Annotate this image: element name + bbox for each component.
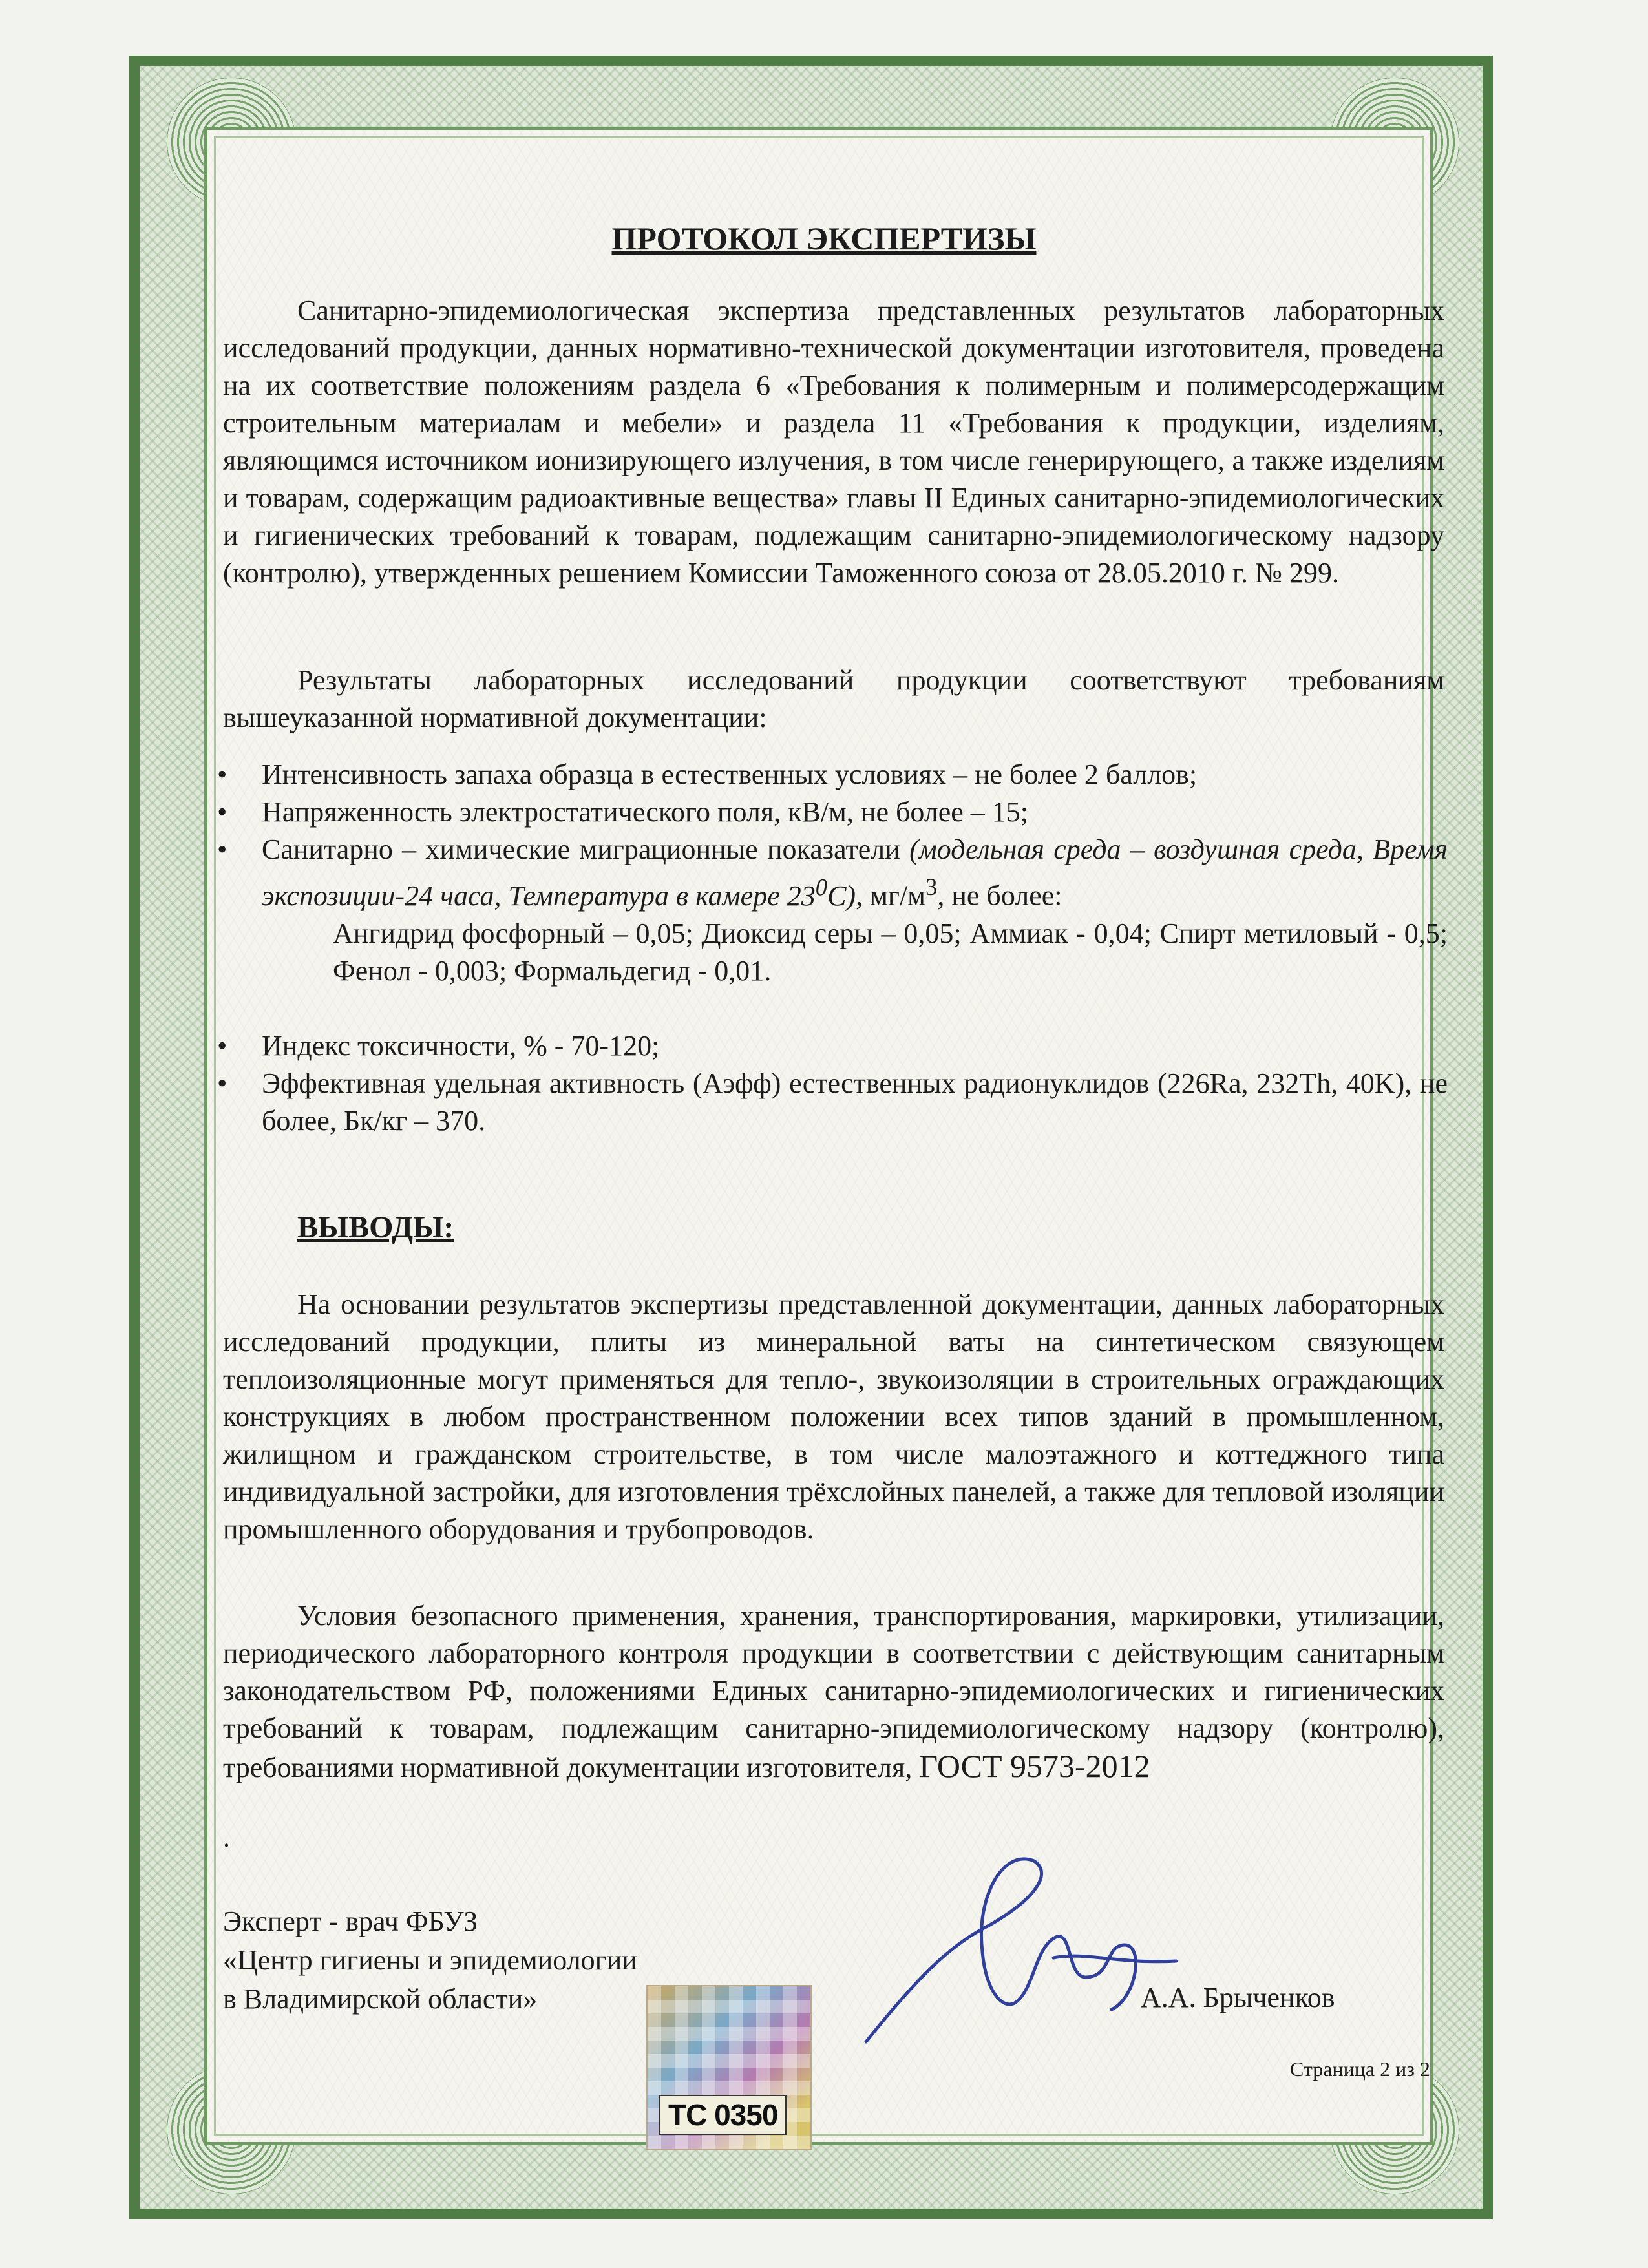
hologram-seal: [646, 1985, 812, 2150]
document-title: ПРОТОКОЛ ЭКСПЕРТИЗЫ: [611, 220, 1037, 257]
separator-dot: .: [223, 1822, 230, 1853]
results-paragraph: Результаты лабораторных исследований продукции соответствуют требованиям вышеуказанной нормативной документации:: [223, 664, 1444, 733]
handwritten-signature: [840, 1848, 1202, 2055]
list-item-radioactivity: • Эффективная удельная активность (Аэфф) естественных радионуклидов (226Ra, 232Th, 40K), не более, Бк/кг – 370.: [213, 1065, 1448, 1140]
signatory-region: в Владимирской области»: [223, 1983, 538, 2015]
intro-paragraph: Санитарно-эпидемиологическая экспертиза представленных результатов лабораторных исследований продукции, данных нормативно-технической документации изготовителя, проведена на их соответствие положениям раздела 6 «Требования к полимерным и полимерсодержащим строительным материалам и мебели» и раздела 11 «Требования к продукции, изделиям, являющимся источником ионизирующего излучения, в том числе генерирующего, а также изделиям и товарам, содержащим радиоактивные вещества» главы II Единых санитарно-эпидемиологических и гигиенических требований к товарам, подлежащим санитарно-эпидемиологическому надзору (контролю), утвержденных решением Комиссии Таможенного союза от 28.05.2010 г. № 299.: [223, 295, 1444, 589]
list-item-toxicity: • Индекс токсичности, % - 70-120;: [213, 1027, 1448, 1065]
migration-suffix: , не более:: [937, 879, 1062, 912]
migration-conditions: (модельная среда – воздушная среда, Время экспозиции-24 часа, Температура в камере $23^0С$): [262, 834, 1448, 912]
migration-unit: , мг/м: [856, 879, 926, 912]
conditions-paragraph: Условия безопасного применения, хранения, транспортирования, маркировки, утилизации, периодического лабораторного контроля продукции в соответствии с действующим санитарным законодательством РФ, положениями Единых санитарно-эпидемиологических и гигиенических требований к товарам, подлежащим санитарно-эпидемиологическому надзору (контролю), требованиями нормативной документации изготовителя, ГОСТ 9573-2012: [223, 1600, 1444, 1784]
conclusions-paragraph: На основании результатов экспертизы представленной документации, данных лабораторных исследований продукции, плиты из минеральной ваты на синтетическом связующем теплоизоляционные могут применяться для тепло-, звукоизоляции в строительных ограждающих конструкциях в любом пространственном положении всех типов зданий в промышленном, жилищном и гражданском строительстве, в том числе малоэтажного и коттеджного типа индивидуальной застройки, для изготовления трёхслойных панелей, а также для тепловой изоляции промышленного оборудования и трубопроводов.: [223, 1288, 1444, 1545]
list-item-migration: [213, 831, 1448, 915]
hologram-code: TC 0350: [659, 2095, 787, 2135]
signatory-organization: «Центр гигиены и эпидемиологии: [223, 1944, 637, 1976]
signatory-position: Эксперт - врач ФБУЗ: [223, 1906, 478, 1937]
conclusions-heading: ВЫВОДЫ:: [297, 1210, 454, 1244]
signatory-name: А.А. Брыченков: [1141, 1982, 1335, 2013]
list-spacer: [333, 990, 1448, 1027]
requirements-list: [213, 756, 1448, 1140]
unit-superscript: 3: [925, 874, 938, 900]
list-item-odor: • Интенсивность запаха образца в естественных условиях – не более 2 баллов;: [213, 756, 1448, 793]
migration-label: Санитарно – химические миграционные показатели: [262, 834, 910, 865]
page-number: Страница 2 из 2: [1290, 2057, 1430, 2081]
gost-standard: ГОСТ 9573-2012: [919, 1748, 1150, 1784]
list-item-electrostatic: • Напряженность электростатического поля, кВ/м, не более – 15;: [213, 793, 1448, 831]
migration-substances: Ангидрид фосфорный – 0,05; Диоксид серы – 0,05; Аммиак - 0,04; Спирт метиловый - 0,5; Фенол - 0,003; Формальдегид - 0,01.: [333, 917, 1448, 987]
temperature-superscript: 0: [815, 874, 828, 900]
